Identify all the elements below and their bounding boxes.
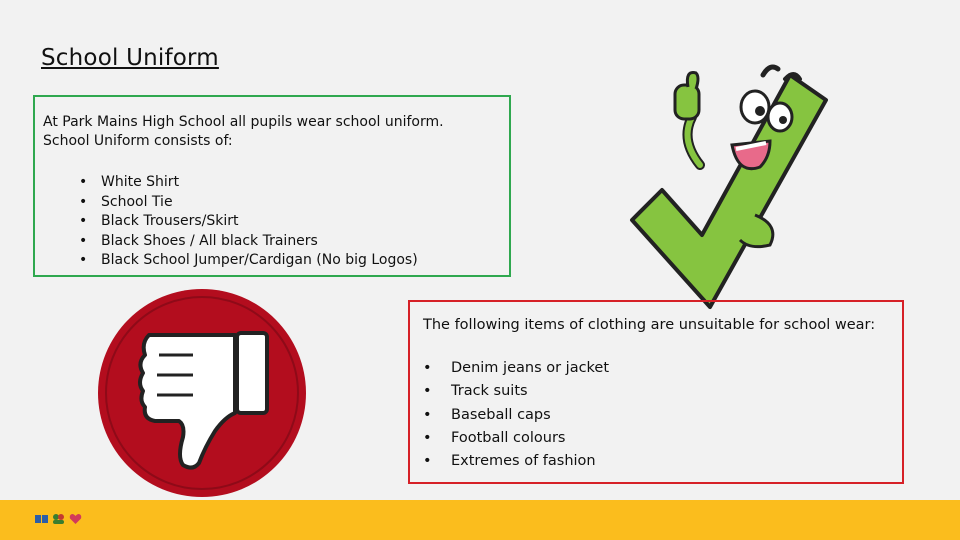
footer-icons xyxy=(35,513,82,525)
list-item-text: Black Shoes / All black Trainers xyxy=(101,232,318,249)
unsuitable-box xyxy=(408,300,904,484)
unsuitable-intro: The following items of clothing are unsuitable for school wear: xyxy=(423,317,876,333)
uniform-list xyxy=(79,173,501,271)
list-item-text: Baseball caps xyxy=(451,406,551,423)
bullet: • xyxy=(79,193,88,210)
list-item-text: Football colours xyxy=(451,429,566,446)
bullet: • xyxy=(79,232,88,249)
list-item xyxy=(423,358,892,381)
list-item-text: School Tie xyxy=(101,193,173,210)
thumbs-up-checkmark-icon xyxy=(580,45,840,315)
list-item-text: Track suits xyxy=(451,383,528,400)
heart-icon xyxy=(69,513,82,525)
list-item xyxy=(423,428,892,451)
people-icon xyxy=(52,513,65,525)
bullet: • xyxy=(423,453,432,470)
uniform-intro-line1: At Park Mains High School all pupils wear school uniform. xyxy=(43,114,444,130)
list-item xyxy=(79,193,501,213)
bullet: • xyxy=(79,213,88,229)
list-item-text: White Shirt xyxy=(101,174,180,190)
footer-bar xyxy=(0,500,960,540)
book-icon xyxy=(35,513,48,525)
list-item-text: Extremes of fashion xyxy=(451,453,596,470)
list-item-text: Denim jeans or jacket xyxy=(451,360,610,376)
list-item xyxy=(79,251,501,271)
list-item xyxy=(423,451,892,474)
bullet: • xyxy=(423,406,432,423)
bullet: • xyxy=(79,252,88,268)
bullet: • xyxy=(423,429,432,446)
uniform-intro-line2: School Uniform consists of: xyxy=(43,133,233,149)
list-item-text: Black Trousers/Skirt xyxy=(101,213,239,229)
bullet: • xyxy=(79,174,88,190)
bullet: • xyxy=(423,383,432,400)
unsuitable-list xyxy=(423,358,892,474)
uniform-box xyxy=(33,95,511,277)
list-item xyxy=(423,405,892,428)
list-item xyxy=(79,173,501,193)
list-item xyxy=(79,232,501,252)
page-title: School Uniform xyxy=(41,45,219,71)
bullet: • xyxy=(423,360,432,376)
list-item-text: Black School Jumper/Cardigan (No big Logos) xyxy=(101,252,418,268)
list-item xyxy=(423,381,892,404)
list-item xyxy=(79,212,501,232)
thumbs-down-icon xyxy=(97,287,309,499)
